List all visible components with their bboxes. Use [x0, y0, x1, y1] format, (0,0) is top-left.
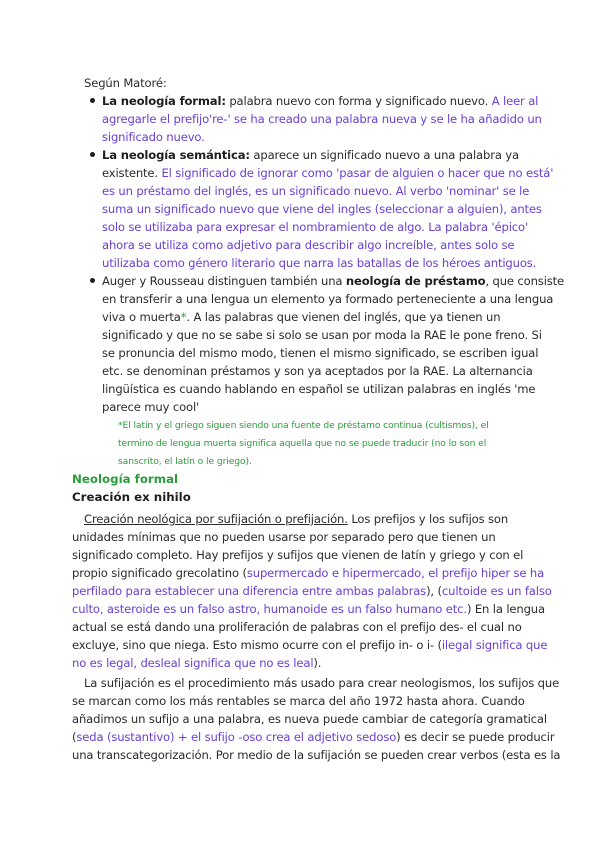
bullet-1-line-1: La neología formal: palabra nuevo con forma y significado nuevo. A leer al	[102, 94, 539, 108]
bullet-3-line-8: parece muy cool'	[102, 400, 200, 414]
section-heading-neologia-formal: Neología formal	[72, 472, 179, 486]
para-2-line-2: se marcan como los más rentables se marca del año 1972 hasta ahora. Cuando	[72, 694, 525, 708]
para-2-line-4: (seda (sustantivo) + el sufijo -oso crea el adjetivo sedoso) es decir se puede producir	[72, 730, 555, 744]
bullet-2-line-7: utilizaba como género literario que narra las batallas de los héroes antiguos.	[102, 256, 537, 270]
para-2-line-1: La sufijación es el procedimiento más usado para crear neologismos, los sufijos que	[84, 676, 560, 690]
bullet-2-line-6: ahora se utiliza como adjetivo para describir algo increíble, antes solo se	[102, 238, 515, 252]
bullet-2-line-1: La neología semántica: aparece un significado nuevo a una palabra ya	[102, 148, 519, 162]
bullet-3-line-5: se pronuncia del mismo modo, tienen el mismo significado, se escriben igual	[102, 346, 539, 360]
para-1-line-1: Creación neológica por sufijación o prefijación. Los prefijos y los sufijos son	[84, 512, 509, 526]
para-1-line-5: perfilado para establecer una diferencia entre ambas palabras), (cultoide es un falso	[72, 584, 552, 598]
bullet-2-line-2: existente. El significado de ignorar como 'pasar de alguien o hacer que no está'	[102, 166, 554, 180]
bullet-3-line-1: Auger y Rousseau distinguen también una neología de préstamo, que consiste	[102, 274, 565, 288]
para-1-line-6: culto, asteroide es un falso astro, humanoide es un falso humano etc.) En la lengua	[72, 602, 545, 616]
para-1-line-4: propio significado grecolatino (supermercado e hipermercado, el prefijo hiper se ha	[72, 566, 545, 580]
bullet-2-line-5: solo se utilizaba para expresar el nombramiento de algo. La palabra 'épico'	[102, 220, 529, 234]
para-1-line-2: unidades mínimas que no pueden usarse por separado pero que tienen un	[72, 530, 496, 544]
bullet-1-line-2: agregarle el prefijo're-' se ha creado una palabra nueva y se le ha añadido un	[102, 112, 542, 126]
footnote-line-3: sanscrito, el latín o le griego).	[118, 456, 252, 467]
bullet-3-line-7: lingüística es cuando hablando en español se utilizan palabras en inglés 'me	[102, 382, 536, 396]
bullet-marker	[90, 152, 95, 157]
bullet-3-line-3: viva o muerta*. A las palabras que vienen del inglés, que ya tienen un	[102, 310, 501, 324]
term-neologia-formal: La neología formal	[102, 94, 222, 108]
subsection-heading-ex-nihilo: Creación ex nihilo	[72, 490, 191, 504]
term-neologia-prestamo: neología de préstamo	[345, 274, 486, 288]
bullet-3-line-4: significado y que no se sabe si solo se usan por moda la RAE le pone freno. Si	[102, 328, 542, 342]
para-1-line-8: excluye, sino que niega. Esto mismo ocurre con el prefijo in- o i- (ilegal significa que	[72, 638, 548, 652]
para-2-line-5: una transcategorización. Por medio de la sufijación se pueden crear verbos (esta es la	[72, 748, 561, 762]
bullet-2-line-3: es un préstamo del inglés, es un significado nuevo. Al verbo 'nominar' se le	[102, 184, 530, 198]
bullet-2-line-4: suma un significado nuevo que viene del ingles (seleccionar a alguien), antes	[102, 202, 542, 216]
footnote-marker: *	[180, 310, 187, 324]
para-2-line-3: añadimos un sufijo a una palabra, es nueva puede cambiar de categoría gramatical	[72, 712, 547, 726]
para-1-line-3: significado completo. Hay prefijos y sufijos que vienen de latín y griego y con el	[72, 548, 524, 562]
intro-text: Según Matoré:	[84, 76, 167, 90]
para-1-line-9: no es legal, desleal significa que no es leal).	[72, 656, 322, 670]
footnote-line-1: *El latín y el griego siguen siendo una fuente de préstamo continua (cultismos), el	[118, 420, 489, 431]
underlined-topic: Creación neológica por sufijación o prefijación.	[84, 512, 348, 526]
footnote-line-2: termino de lengua muerta significa aquella que no se puede traducir (no lo son el	[118, 438, 487, 449]
para-1-line-7: actual se está dando una proliferación de palabras con el prefijo des- el cual no	[72, 620, 522, 634]
bullet-3-line-6: etc. se denominan préstamos y son ya aceptados por la RAE. La alternancia	[102, 364, 533, 378]
bullet-marker	[90, 278, 95, 283]
bullet-1-line-3: significado nuevo.	[102, 130, 205, 144]
bullet-marker	[90, 98, 95, 103]
term-neologia-semantica: La neología semántica:	[102, 148, 250, 162]
bullet-3-line-2: en transferir a una lengua un elemento ya formado perteneciente a una lengua	[102, 292, 554, 306]
